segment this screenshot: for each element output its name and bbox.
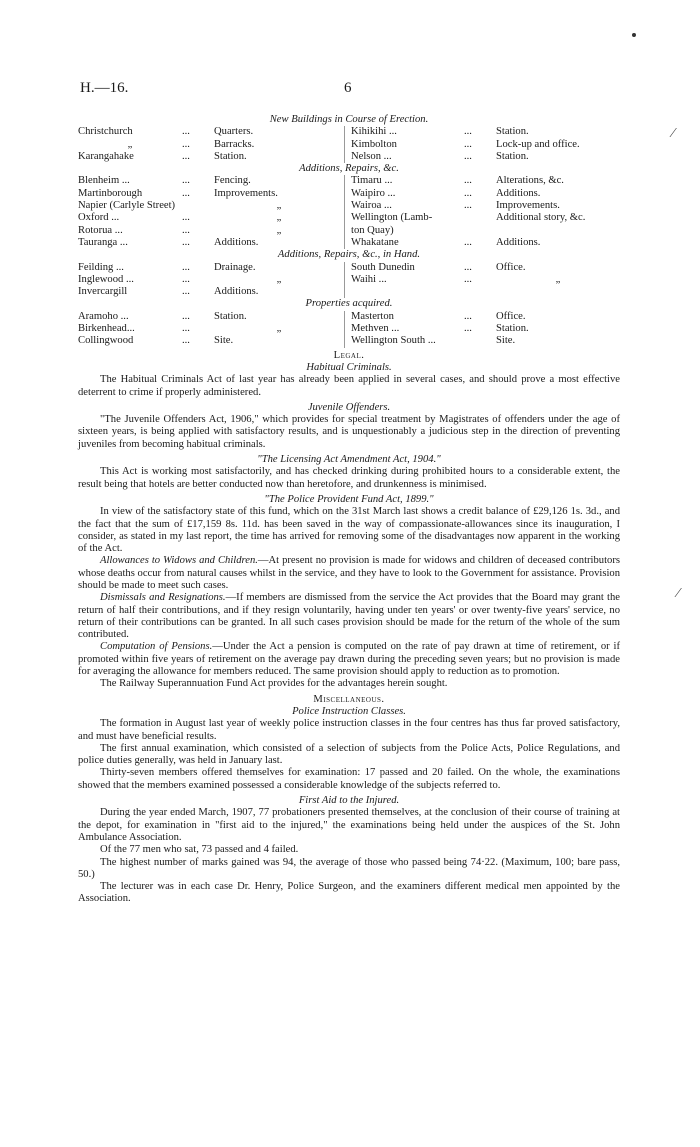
work-description: Station. — [496, 150, 529, 162]
report-code: H.—16. — [80, 80, 129, 96]
place-name: Wairoa ... — [344, 200, 464, 212]
place-name: Waihi ... — [344, 274, 464, 286]
place-name: Karangahake — [78, 150, 134, 162]
allowances-paragraph — [78, 555, 620, 592]
leader-dots: ... — [182, 323, 190, 335]
leader-dots — [464, 286, 496, 298]
leader-dots: ... — [182, 212, 190, 224]
work-description: „ — [276, 273, 282, 285]
leader-dots: ... — [182, 261, 190, 273]
work-description: „ — [276, 200, 282, 212]
place-name: Nelson ... — [344, 151, 464, 163]
work-description: Improvements. — [214, 187, 278, 199]
first-aid-paragraph-1: During the year ended March, 1907, 77 probationers presented themselves, at the conclusion of their course of training at the depot, for examination in "first aid to the injured," the examinations being held under the auspices of the St. John Ambulance Association. — [78, 807, 620, 843]
leader-dots: ... — [182, 335, 190, 347]
juvenile-offenders-title: Juvenile Offenders. — [307, 401, 391, 413]
dismissals-paragraph — [78, 592, 620, 641]
work-description: „ — [555, 273, 561, 285]
first-aid-paragraph-2: Of the 77 men who sat, 73 passed and 4 failed. — [100, 844, 299, 856]
provident-fund-title: "The Police Provident Fund Act, 1899." — [264, 493, 434, 505]
work-description: Station. — [214, 150, 247, 162]
leader-dots: ... — [464, 126, 472, 138]
work-description: „ — [276, 323, 282, 335]
leader-dots: ... — [464, 236, 472, 248]
habitual-criminals-text: The Habitual Criminals Act of last year has already been applied in several cases, and should prove a most effective deterrent to crime if properly administered. — [78, 374, 620, 398]
work-description — [496, 225, 620, 237]
section-title-in-hand: Additions, Repairs, &c., in Hand. — [277, 249, 421, 261]
leader-dots — [464, 212, 496, 224]
margin-mark-icon: ⁄ — [672, 126, 675, 141]
section-title-properties: Properties acquired. — [305, 298, 393, 310]
place-name: Blenheim ... — [78, 175, 130, 187]
legal-heading: Legal. — [333, 349, 365, 361]
leader-dots — [464, 225, 496, 237]
dismissals-lead: Dismissals and Resignations. — [100, 592, 226, 604]
section-title-additions: Additions, Repairs, &c. — [299, 163, 399, 175]
work-description: „ — [276, 224, 282, 236]
place-name: Martinborough — [78, 187, 143, 199]
habitual-criminals-title: Habitual Criminals. — [306, 361, 392, 373]
leader-dots: ... — [464, 175, 472, 187]
pensions-text: —Under the Act a pension is computed on the rate of pay drawn at time of retirement, or if promoted within five years of retirement on the average pay drawn during the preceding seven years; but no provision is made for averaging the allowance for members reduced. The same provision should apply to reduction as to promotion. — [78, 641, 621, 678]
miscellaneous-heading: Miscellaneous. — [313, 693, 385, 705]
leader-dots: ... — [182, 224, 190, 236]
work-description: Additions. — [496, 236, 541, 248]
leader-dots: ... — [464, 273, 472, 285]
leader-dots: ... — [182, 175, 190, 187]
railway-fund-text: The Railway Superannuation Fund Act provides for the advantages herein sought. — [100, 678, 448, 690]
leader-dots: ... — [464, 200, 472, 212]
place-name — [344, 286, 464, 298]
leader-dots: ... — [464, 187, 472, 199]
first-aid-title: First Aid to the Injured. — [298, 795, 400, 807]
place-name: Methven ... — [344, 323, 464, 335]
pensions-lead: Computation of Pensions. — [100, 641, 213, 653]
work-description: Station. — [496, 323, 529, 335]
leader-dots: ... — [182, 286, 190, 298]
place-name: Wellington (Lamb- — [344, 212, 464, 224]
provident-fund-text: In view of the satisfactory state of this fund, which on the 31st March last shows a credit balance of £29,126 1s. 3d., and the fact that the sum of £17,159 8s. 11d. has been saved in the way of compassionate-allowances since its inauguration, I consider, as stated in my last report, the time has arrived for removing some of the disadvantages now apparent in the working of the Act. — [78, 506, 620, 555]
leader-dots: ... — [464, 261, 472, 273]
work-description: Lock-up and office. — [496, 138, 580, 150]
instruction-paragraph-1: The formation in August last year of weekly police instruction classes in the four centres has thus far proved satisfactory, and must have beneficial results. — [78, 718, 620, 742]
place-name: South Dunedin — [344, 262, 464, 274]
margin-mark-icon: ⁄ — [677, 586, 680, 601]
section-title-new-buildings: New Buildings in Course of Erection. — [269, 114, 429, 125]
work-description: Office. — [496, 310, 526, 322]
properties-table — [78, 311, 620, 348]
allowances-lead: Allowances to Widows and Children. — [100, 555, 258, 567]
work-description: Alterations, &c. — [496, 175, 564, 187]
work-description: Fencing. — [214, 175, 251, 187]
work-description: Site. — [214, 335, 234, 347]
work-description: Additional story, &c. — [496, 212, 586, 224]
place-name: Timaru ... — [344, 175, 464, 187]
leader-dots: ... — [464, 138, 472, 150]
leader-dots: ... — [464, 323, 472, 335]
place-name: Masterton — [344, 311, 464, 323]
first-aid-paragraph-4: The lecturer was in each case Dr. Henry, Police Surgeon, and the examiners different medical men appointed by the Association. — [78, 881, 620, 905]
page-number: 6 — [344, 80, 352, 96]
work-description: Additions. — [496, 187, 541, 199]
leader-dots: ... — [182, 310, 190, 322]
place-name: Kimbolton — [344, 139, 464, 151]
work-description: Office. — [496, 261, 526, 273]
pensions-paragraph — [78, 641, 620, 678]
leader-dots: ... — [464, 310, 472, 322]
instruction-paragraph-3: Thirty-seven members offered themselves for examination: 17 passed and 20 failed. On the whole, the examinations showed that the members examined possessed a considerable knowledge of the subjects referred to. — [78, 767, 620, 791]
work-description: Additions. — [214, 236, 259, 248]
leader-dots: ... — [464, 150, 472, 162]
leader-dots: ... — [182, 187, 190, 199]
place-name: Collingwood — [78, 335, 134, 347]
additions-table — [78, 175, 620, 249]
place-name: Birkenhead... — [78, 323, 135, 335]
place-name: Waipiro ... — [344, 188, 464, 200]
place-name: ton Quay) — [344, 225, 464, 237]
place-name: Aramoho ... — [78, 310, 129, 322]
place-name: „ — [127, 138, 133, 150]
work-description: Station. — [496, 126, 529, 138]
place-name: Tauranga ... — [78, 236, 128, 248]
leader-dots: ... — [182, 150, 190, 162]
work-description: Quarters. — [214, 126, 254, 138]
licensing-act-text: This Act is working most satisfactorily, and has checked drinking during prohibited hours to a considerable extent, the result being that hotels are better conducted now than heretofore, and drunkenness is minimised. — [78, 466, 620, 490]
leader-dots: ... — [182, 138, 190, 150]
place-name: Napier (Carlyle Street) — [78, 200, 176, 212]
instruction-classes-title: Police Instruction Classes. — [292, 705, 406, 717]
place-name: Invercargill — [78, 286, 128, 298]
leader-dots: ... — [182, 126, 190, 138]
place-name: Inglewood ... — [78, 273, 134, 285]
allowances-text: —At present no provision is made for widows and children of deceased contributors whose deaths occur from natural causes whilst in the service, and they have to look to the Government for assistance. Provision should be made to meet such cases. — [78, 555, 620, 591]
place-name: Oxford ... — [78, 212, 120, 224]
work-description: Site. — [496, 335, 516, 347]
place-name: Feilding ... — [78, 261, 124, 273]
new-buildings-table — [78, 126, 620, 163]
juvenile-offenders-text: "The Juvenile Offenders Act, 1906," which provides for special treatment by Magistrates of offenders under the age of sixteen years, is being applied with satisfactory results, and is unquestionably a judicious step in the direction of preventing juveniles from becoming habitual criminals. — [78, 414, 620, 450]
page-content — [78, 114, 620, 906]
work-description — [496, 286, 620, 298]
in-hand-table — [78, 262, 620, 299]
leader-dots: ... — [182, 273, 190, 285]
work-description: Drainage. — [214, 261, 256, 273]
leader-dots: ... — [182, 236, 190, 248]
dismissals-text: —If members are dismissed from the service the Act provides that the Board may grant the return of half their contributions, and if they resign voluntarily, having under ten years' or over twenty-five years' service, no return of their contributions can be granted. In all such cases provision should be made for the return of the whole of the sum contributed. — [78, 592, 620, 641]
work-description: Improvements. — [496, 200, 560, 212]
ink-dot — [632, 33, 636, 37]
work-description: Additions. — [214, 286, 259, 298]
place-name: Rotorua ... — [78, 224, 123, 236]
work-description: Station. — [214, 310, 247, 322]
work-description: Barracks. — [214, 138, 255, 150]
work-description: „ — [276, 212, 282, 224]
place-name: Wellington South ... — [344, 335, 496, 347]
licensing-act-title: "The Licensing Act Amendment Act, 1904." — [257, 454, 441, 466]
instruction-paragraph-2: The first annual examination, which consisted of a selection of subjects from the Police Acts, Police Regulations, and police duties generally, was held in January last. — [78, 742, 620, 767]
place-name: Christchurch — [78, 126, 133, 138]
place-name: Kihikihi ... — [344, 126, 464, 138]
place-name: Whakatane — [344, 237, 464, 249]
first-aid-paragraph-3: The highest number of marks gained was 94, the average of those who passed being 74·22. (Maximum, 100; bare pass, 50.) — [78, 856, 620, 880]
